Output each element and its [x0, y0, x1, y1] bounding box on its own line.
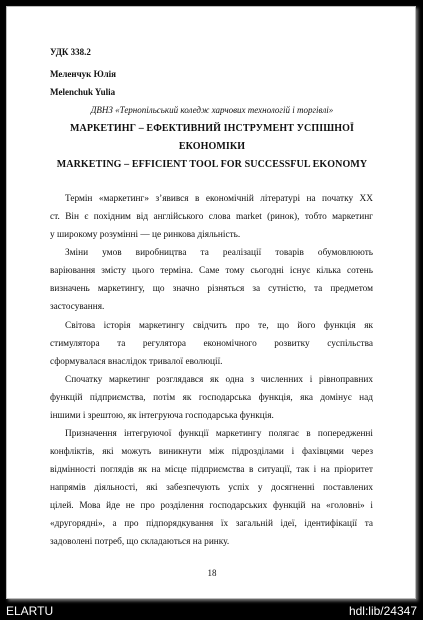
body-line: задоволені потреб, що складаються на ринку. — [50, 537, 230, 547]
body-line: «другорядні», а про підпорядкування їх загальній ідеї, ідентифікації та — [50, 519, 373, 529]
body-line: ст. Він є похідним від англійського слова market (ринок), тобто маркетинг — [50, 212, 373, 222]
body-line: Світова історія маркетингу свідчить про те, що його функція як — [65, 321, 373, 331]
body-line: застосування. — [50, 302, 105, 312]
body-line: конфліктів, які можуть виникнути між підрозділами і фахівцями через — [50, 447, 373, 457]
body-line: у широкому розумінні — це ринкова діяльність. — [50, 230, 241, 240]
document-page — [6, 6, 416, 599]
body-line: Термін «маркетинг» з’явився в економічній літературі на початку ХХ — [65, 194, 373, 204]
body-line: Призначення інтегруючої функції маркетингу полягає в попередженні — [65, 429, 373, 439]
body-line: функцій підприємства, потім як господарська функція, яка домінує над — [50, 393, 373, 403]
title-ua-line1: МАРКЕТИНГ – ЕФЕКТИВНИЙ ІНСТРУМЕНТ УСПІШНОЇ — [69, 123, 355, 134]
body-line: визначень маркетингу, що значно різняться за сутністю, та предметом — [50, 284, 373, 294]
body-line: відмінності поглядів як на місце підприємства в ситуації, так і на пріоритет — [50, 465, 373, 475]
footer-handle: hdl:lib/24347 — [348, 604, 417, 618]
footer-bar — [0, 602, 423, 620]
title-en: MARKETING – EFFICIENT TOOL FOR SUCCESSFUL EKONOMY — [56, 159, 368, 170]
body-line: Зміни умов виробництва та реалізації товарів обумовлюють — [65, 248, 373, 258]
body-line: іншими і зрештою, як інтегруюча господарська функція. — [50, 411, 274, 421]
body-line: сформувалася внаслідок тривалої еволюції. — [50, 357, 223, 367]
body-line: напрямів діяльності, які забезпечують успіх у досягненні поставлених — [50, 483, 373, 493]
institution: ДВНЗ «Тернопільський коледж харчових технологій і торгівлі» — [90, 105, 334, 115]
author-name-en: Melenchuk Yulia — [50, 87, 116, 97]
udk-code: УДК 338.2 — [50, 47, 91, 57]
page-number: 18 — [207, 568, 217, 578]
author-name-ua: Меленчук Юлія — [50, 69, 117, 79]
title-ua-line2: ЕКОНОМІКИ — [178, 141, 246, 152]
footer-repository-label: ELARTU — [6, 604, 54, 618]
body-line: стимулятора та регулятора економічного розвитку суспільства — [50, 339, 373, 349]
body-line: варіювання змісту цього терміна. Саме тому сьогодні існує кілька сотень — [50, 266, 373, 276]
body-line: Спочатку маркетинг розглядався як одна з численних і рівноправних — [65, 375, 373, 385]
body-line: цілей. Мова йде не про розділення господарських функцій на «головні» і — [50, 501, 373, 511]
